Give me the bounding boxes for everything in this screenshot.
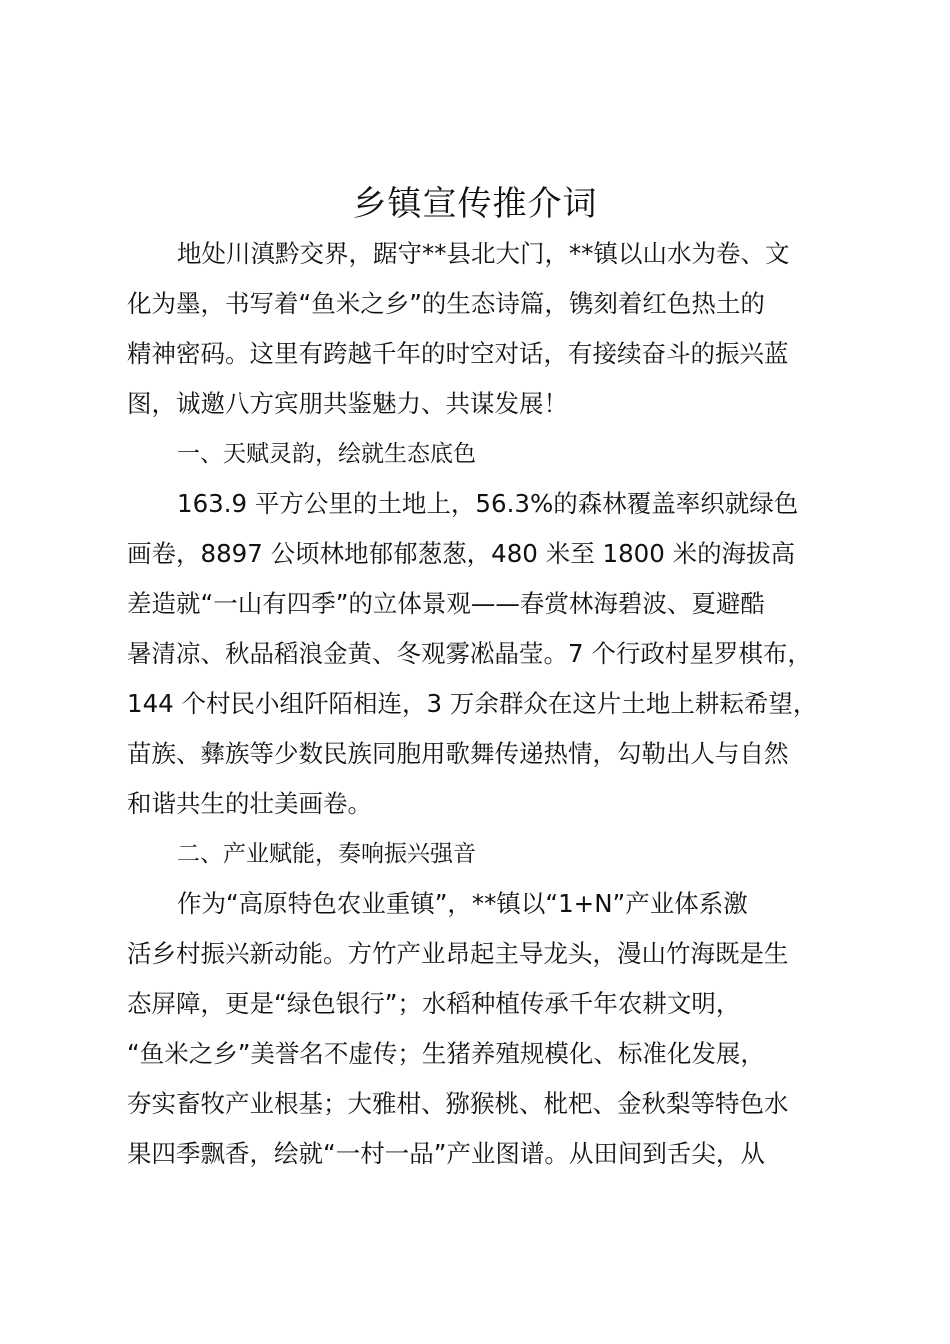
paragraph-1-line-4: 图，诚邀八方宾朋共鉴魅力、共谋发展！ <box>127 389 568 418</box>
paragraph-2-line-1: 163.9 平方公里的土地上，56.3%的森林覆盖率织就绿色 <box>177 489 799 518</box>
paragraph-2-line-2: 画卷，8897 公顷林地郁郁葱葱，480 米至 1800 米的海拔高 <box>127 539 796 568</box>
paragraph-3-line-3: 态屏障，更是“绿色银行”；水稻种植传承千年农耕文明， <box>127 989 741 1018</box>
paragraph-3-line-6: 果四季飘香，绘就“一村一品”产业图谱。从田间到舌尖，从 <box>127 1139 765 1168</box>
paragraph-2-line-7: 和谐共生的壮美画卷。 <box>127 789 372 818</box>
paragraph-2-line-5: 144 个村民小组阡陌相连，3 万余群众在这片土地上耕耘希望， <box>127 689 818 718</box>
paragraph-1-line-2: 化为墨，书写着“鱼米之乡”的生态诗篇，镌刻着红色热土的 <box>127 289 765 318</box>
paragraph-1-line-3: 精神密码。这里有跨越千年的时空对话，有接续奋斗的振兴蓝 <box>127 339 789 368</box>
paragraph-2-line-6: 苗族、彝族等少数民族同胞用歌舞传递热情，勾勒出人与自然 <box>127 739 789 768</box>
paragraph-1-line-1: 地处川滇黔交界，踞守**县北大门，**镇以山水为卷、文 <box>177 239 790 268</box>
section-heading-2: 二、产业赋能，奏响振兴强音 <box>177 841 476 867</box>
document-title: 乡镇宣传推介词 <box>352 184 598 224</box>
paragraph-2-line-4: 暑清凉、秋品稻浪金黄、冬观雾凇晶莹。7 个行政村星罗棋布， <box>127 639 812 668</box>
paragraph-3-line-4: “鱼米之乡”美誉名不虚传；生猪养殖规模化、标准化发展， <box>127 1039 765 1068</box>
paragraph-3-line-1: 作为“高原特色农业重镇”，**镇以“1+N”产业体系激 <box>177 889 748 918</box>
paragraph-3-line-2: 活乡村振兴新动能。方竹产业昂起主导龙头，漫山竹海既是生 <box>127 939 789 968</box>
paragraph-2-line-3: 差造就“一山有四季”的立体景观——春赏林海碧波、夏避酷 <box>127 589 765 618</box>
paragraph-3-line-5: 夯实畜牧产业根基；大雅柑、猕猴桃、枇杷、金秋梨等特色水 <box>127 1089 789 1118</box>
section-heading-1: 一、天赋灵韵，绘就生态底色 <box>177 441 476 467</box>
